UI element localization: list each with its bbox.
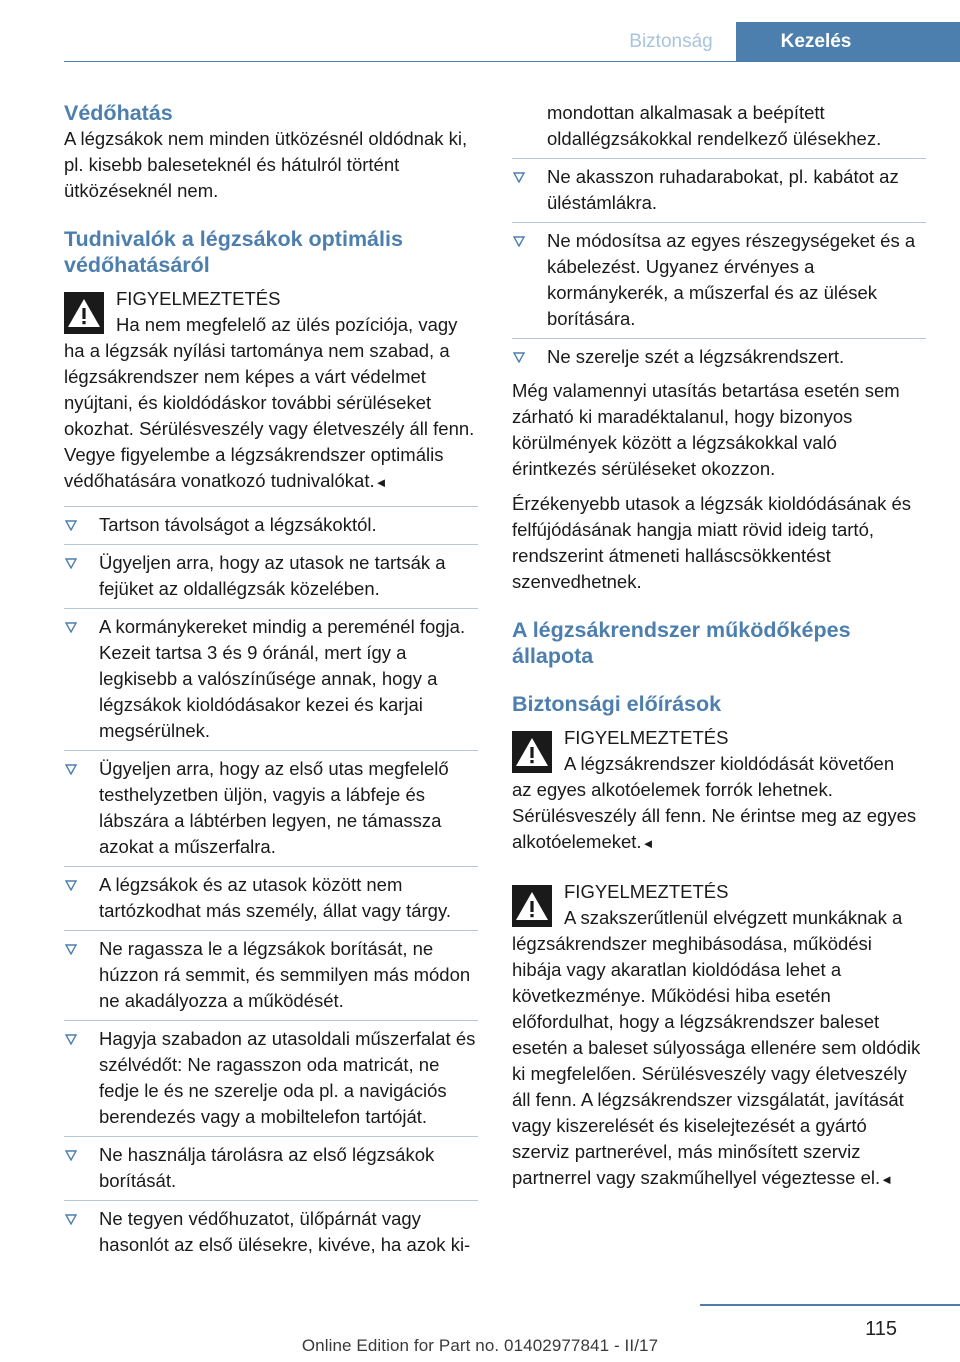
- triangle-bullet-icon: [65, 879, 77, 891]
- left-column: [64, 100, 478, 1264]
- warning-triangle-icon: [512, 731, 552, 773]
- paragraph-2: Érzékenyebb utasok a légzsák kioldódásának és felfújódásának hangja miatt rövid ideig tartó, rendszerint átmeneti halláscsökkentést szenvedhetnek.: [512, 493, 912, 592]
- heading-biztonsagi: Biztonsági előírások: [512, 692, 722, 716]
- paragraph-1: Még valamennyi utasítás betartása esetén sem zárható ki maradéktalanul, hogy bizonyos körülmények között a légzsákokkal való érintkezés sérüléseket okozzon.: [512, 380, 900, 479]
- list-item: Ügyeljen arra, hogy az első utas megfelelő testhelyzetben üljön, vagyis a lábfeje és lábszára a lábtérben legyen, ne támassza azokat a műszerfalra.: [64, 750, 478, 866]
- bullet-list-right: [512, 100, 926, 376]
- triangle-bullet-icon: [65, 1033, 77, 1045]
- bullet-list-left: [64, 506, 478, 1264]
- triangle-bullet-icon: [513, 351, 525, 363]
- footer-divider: [700, 1304, 960, 1306]
- warning-label: FIGYELMEZTETÉS: [564, 727, 729, 748]
- header-tab-biztonsag[interactable]: Biztonság: [629, 31, 713, 52]
- triangle-bullet-icon: [513, 235, 525, 247]
- warning-triangle-icon: [512, 885, 552, 927]
- heading-tudnivalok: Tudnivalók a légzsákok optimális védőhatásáról: [64, 227, 403, 277]
- list-item: Ne tegyen védőhuzatot, ülőpárnát vagy hasonlót az első ülésekre, kivéve, ha azok ki-: [64, 1200, 478, 1264]
- warning-text: ha a légzsák nyílási tartománya nem szabad, a légzsákrendszer nem képes a várt védelmet nyújtani, és kioldódáskor további sérüléseket okozhat. Sérülésveszély vagy életveszély áll fenn. Vegye figyelembe a légzsákrendszer optimális védőhatására vonatkozó tudnivalókat.: [64, 340, 475, 491]
- warning-text: az egyes alkotóelemek forrók lehetnek. Sérülésveszély áll fenn. Ne érintse meg az egyes alkotóelemeket.: [512, 779, 917, 852]
- list-item: Hagyja szabadon az utasoldali műszerfalat és szélvédőt: Ne ragasszon oda matricát, ne fedje le és ne szerelje oda pl. a navigációs berendezés vagy a mobiltelefon tartóját.: [64, 1020, 478, 1136]
- list-item: A légzsákok és az utasok között nem tartózkodhat más személy, állat vagy tárgy.: [64, 866, 478, 930]
- right-column: [512, 100, 926, 1193]
- list-item: Ügyeljen arra, hogy az utasok ne tartsák a fejüket az oldallégzsák közelében.: [64, 544, 478, 608]
- triangle-bullet-icon: [65, 943, 77, 955]
- list-item-continuation: mondottan alkalmasak a beépített oldallégzsákokkal rendelkező ülésekhez.: [547, 102, 882, 149]
- triangle-bullet-icon: [65, 1149, 77, 1161]
- list-item: Ne módosítsa az egyes részegységeket és a kábelezést. Ugyanez érvényes a kormánykerék, a műszerfal és az ülések borítására.: [512, 222, 926, 338]
- triangle-bullet-icon: [65, 621, 77, 633]
- triangle-bullet-icon: [65, 557, 77, 569]
- list-item: Ne szerelje szét a légzsákrendszert.: [512, 338, 926, 376]
- warning-block: [512, 725, 926, 857]
- warning-triangle-icon: [64, 292, 104, 334]
- list-item: Ne akasszon ruhadarabokat, pl. kabátot az üléstámlákra.: [512, 158, 926, 222]
- warning-text: légzsákrendszer meghibásodása, működési hibája vagy akaratlan kioldódása lehet a következménye. Működési hiba esetén előfordulhat, hogy a légzsákrendszer baleset esetén a baleset súlyossága ellenére sem oldódik ki megfelelően. Sérülésveszély vagy életveszély áll fenn. A légzsákrendszer vizsgálatát, javítását vagy kiszerelését és kiselejtezését a gyártó szerviz partnerével, más minősített szerviz partnerrel vagy szakműhellyel végeztesse el.: [512, 933, 921, 1188]
- list-item: A kormánykereket mindig a pereménél fogja. Kezeit tartsa 3 és 9 óránál, mert így a legkisebb a valószínűsége annak, hogy a légzsákok kioldódásakor kezei és karjai megsérülnek.: [64, 608, 478, 750]
- page-header: [0, 0, 960, 62]
- warning-label: FIGYELMEZTETÉS: [116, 288, 281, 309]
- warning-first-line: A szakszerűtlenül elvégzett munkáknak a: [564, 907, 903, 928]
- page-number: 115: [865, 1318, 897, 1340]
- heading-mukodokepes: A légzsákrendszer működőképes állapota: [512, 618, 851, 668]
- end-mark-icon: ◄: [374, 475, 388, 490]
- paragraph-vedohatas: A légzsákok nem minden ütközésnél oldódnak ki, pl. kisebb baleseteknél és hátulról történt ütközéseknél nem.: [64, 128, 468, 201]
- edition-footer: Online Edition for Part no. 01402977841 - II/17: [301, 1336, 659, 1355]
- end-mark-icon: ◄: [880, 1172, 893, 1187]
- warning-first-line: Ha nem megfelelő az ülés pozíciója, vagy: [116, 314, 458, 335]
- triangle-bullet-icon: [65, 763, 77, 775]
- triangle-bullet-icon: [65, 1213, 77, 1225]
- warning-label: FIGYELMEZTETÉS: [564, 881, 729, 902]
- triangle-bullet-icon: [513, 171, 525, 183]
- list-item: Ne ragassza le a légzsákok borítását, ne húzzon rá semmit, és semmilyen más módon ne akadályozza a működését.: [64, 930, 478, 1020]
- list-item: Ne használja tárolásra az első légzsákok borítását.: [64, 1136, 478, 1200]
- heading-vedohatas: Védőhatás: [64, 101, 173, 125]
- end-mark-icon: ◄: [641, 836, 655, 851]
- list-item: Tartson távolságot a légzsákoktól.: [64, 506, 478, 544]
- warning-block: [64, 286, 478, 496]
- header-divider: [64, 61, 960, 62]
- warning-first-line: A légzsákrendszer kioldódását követően: [564, 753, 895, 774]
- warning-block: [512, 879, 926, 1193]
- triangle-bullet-icon: [65, 519, 77, 531]
- header-tab-kezeles[interactable]: Kezelés: [736, 22, 960, 62]
